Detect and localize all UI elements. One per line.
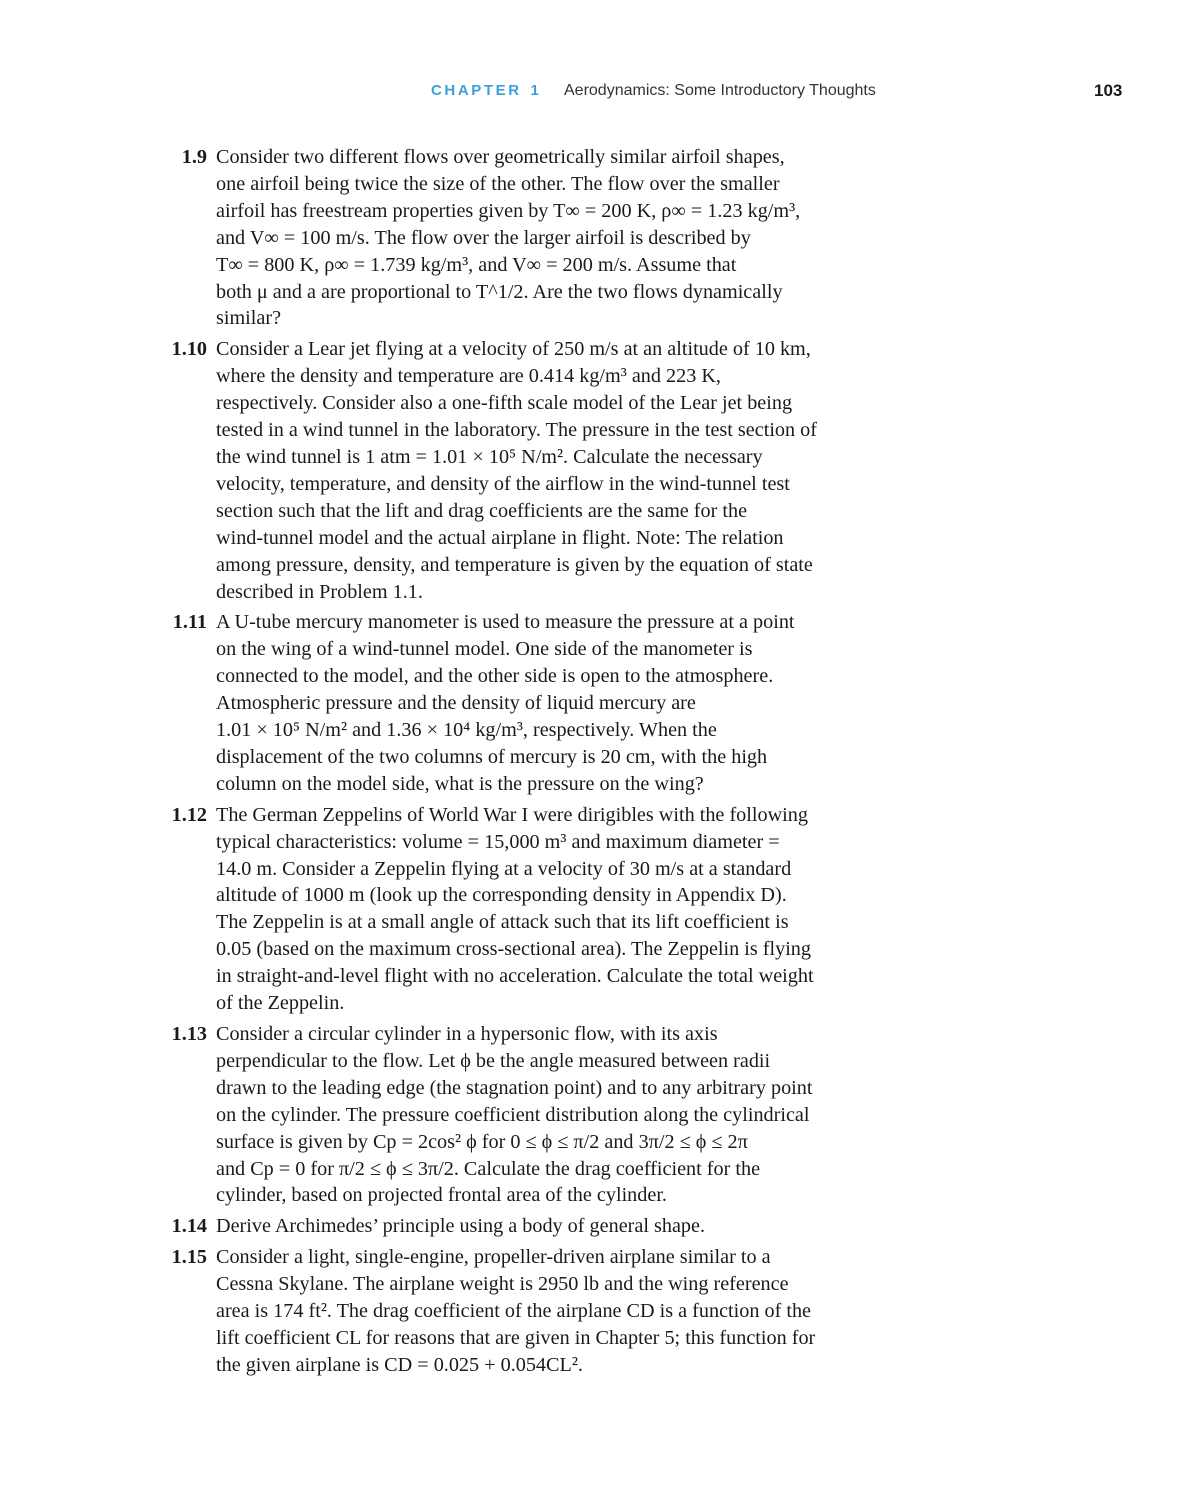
problem-text <box>216 336 926 605</box>
text-line: among pressure, density, and temperature is given by the equation of state <box>216 553 813 576</box>
chapter-title: Aerodynamics: Some Introductory Thoughts <box>564 82 876 99</box>
text-line: Consider a circular cylinder in a hypersonic flow, with its axis <box>216 1023 718 1045</box>
text-line: Cessna Skylane. The airplane weight is 2950 lb and the wing reference <box>216 1273 789 1296</box>
text-line: surface is given by Cp = 2cos² ϕ for 0 ≤ ϕ ≤ π/2 and 3π/2 ≤ ϕ ≤ 2π <box>216 1130 748 1153</box>
running-header <box>0 80 1200 104</box>
text-line: A U-tube mercury manometer is used to measure the pressure at a point <box>216 611 795 634</box>
problem-1-11 <box>0 609 1200 797</box>
text-line: perpendicular to the flow. Let ϕ be the angle measured between radii <box>216 1049 771 1072</box>
text-line: 0.05 (based on the maximum cross-sectional area). The Zeppelin is flying <box>216 938 811 961</box>
text-line: 14.0 m. Consider a Zeppelin flying at a velocity of 30 m/s at a standard <box>216 857 792 880</box>
text-line: and Cp = 0 for π/2 ≤ ϕ ≤ 3π/2. Calculate the drag coefficient for the <box>216 1157 761 1180</box>
text-line: column on the model side, what is the pressure on the wing? <box>216 772 704 795</box>
problem-text <box>216 1244 926 1379</box>
problem-number: 1.10 <box>171 338 207 361</box>
chapter-label <box>431 82 541 99</box>
text-line: area is 174 ft². The drag coefficient of the airplane CD is a function of the <box>216 1300 812 1323</box>
text-line: Atmospheric pressure and the density of liquid mercury are <box>216 692 696 715</box>
text-line: 1.01 × 10⁵ N/m² and 1.36 × 10⁴ kg/m³, respectively. When the <box>216 719 717 742</box>
text-line: lift coefficient CL for reasons that are given in Chapter 5; this function for <box>216 1326 816 1349</box>
problem-number: 1.9 <box>181 146 207 168</box>
problem-1-9 <box>0 144 1200 332</box>
text-line: airfoil has freestream properties given by T∞ = 200 K, ρ∞ = 1.23 kg/m³, <box>216 199 801 222</box>
text-line: similar? <box>216 307 282 330</box>
text-line: The Zeppelin is at a small angle of attack such that its lift coefficient is <box>216 911 789 934</box>
text-line: one airfoil being twice the size of the other. The flow over the smaller <box>216 172 780 195</box>
text-line: connected to the model, and the other side is open to the atmosphere. <box>216 665 774 688</box>
text-line: The German Zeppelins of World War I were dirigibles with the following <box>216 803 808 826</box>
text-line: tested in a wind tunnel in the laboratory. The pressure in the test section of <box>216 419 817 442</box>
problem-text <box>216 144 926 332</box>
text-line: in straight-and-level flight with no acceleration. Calculate the total weight <box>216 965 814 988</box>
problem-number: 1.11 <box>172 611 207 634</box>
text-line: cylinder, based on projected frontal area of the cylinder. <box>216 1184 667 1207</box>
text-line: where the density and temperature are 0.414 kg/m³ and 223 K, <box>216 365 721 388</box>
problem-1-14 <box>0 1213 1200 1240</box>
text-line: drawn to the leading edge (the stagnation point) and to any arbitrary point <box>216 1076 813 1099</box>
problem-text <box>216 609 926 797</box>
text-line: the given airplane is CD = 0.025 + 0.054CL². <box>216 1353 583 1376</box>
page-number: 103 <box>1094 81 1123 100</box>
text-line: T∞ = 800 K, ρ∞ = 1.739 kg/m³, and V∞ = 200 m/s. Assume that <box>216 253 737 276</box>
problem-number: 1.13 <box>171 1023 207 1045</box>
text-line: respectively. Consider also a one-fifth scale model of the Lear jet being <box>216 392 793 415</box>
text-line: Derive Archimedes’ principle using a body of general shape. <box>216 1215 706 1238</box>
text-line: Consider a Lear jet flying at a velocity of 250 m/s at an altitude of 10 km, <box>216 338 811 361</box>
problem-1-15 <box>0 1244 1200 1379</box>
problem-text <box>216 1213 926 1240</box>
problem-1-10 <box>0 336 1200 605</box>
text-line: typical characteristics: volume = 15,000 m³ and maximum diameter = <box>216 830 780 853</box>
problem-1-13 <box>0 1021 1200 1209</box>
text-line: on the wing of a wind-tunnel model. One side of the manometer is <box>216 638 753 661</box>
chapter-number: 1 <box>530 82 542 99</box>
text-line: Consider a light, single-engine, propeller-driven airplane similar to a <box>216 1246 771 1269</box>
problem-number: 1.14 <box>171 1215 207 1238</box>
problem-list <box>0 144 1200 1383</box>
problem-number: 1.12 <box>171 803 207 826</box>
text-line: described in Problem 1.1. <box>216 580 423 603</box>
text-line: altitude of 1000 m (look up the corresponding density in Appendix D). <box>216 884 787 907</box>
text-line: of the Zeppelin. <box>216 992 345 1015</box>
problem-text <box>216 802 926 1017</box>
text-line: the wind tunnel is 1 atm = 1.01 × 10⁵ N/m². Calculate the necessary <box>216 445 763 468</box>
text-line: Consider two different flows over geometrically similar airfoil shapes, <box>216 146 785 168</box>
text-line: velocity, temperature, and density of the airflow in the wind-tunnel test <box>216 472 790 495</box>
text-line: on the cylinder. The pressure coefficient distribution along the cylindrical <box>216 1103 810 1126</box>
text-line: both μ and a are proportional to T^1/2. Are the two flows dynamically <box>216 280 783 303</box>
text-line: wind-tunnel model and the actual airplane in flight. Note: The relation <box>216 526 784 549</box>
chapter-word: CHAPTER <box>431 82 522 99</box>
text-line: displacement of the two columns of mercury is 20 cm, with the high <box>216 745 768 768</box>
problem-text <box>216 1021 926 1209</box>
problem-1-12 <box>0 802 1200 1017</box>
text-line: section such that the lift and drag coefficients are the same for the <box>216 499 748 522</box>
problem-number: 1.15 <box>171 1246 207 1269</box>
text-line: and V∞ = 100 m/s. The flow over the larger airfoil is described by <box>216 226 751 249</box>
